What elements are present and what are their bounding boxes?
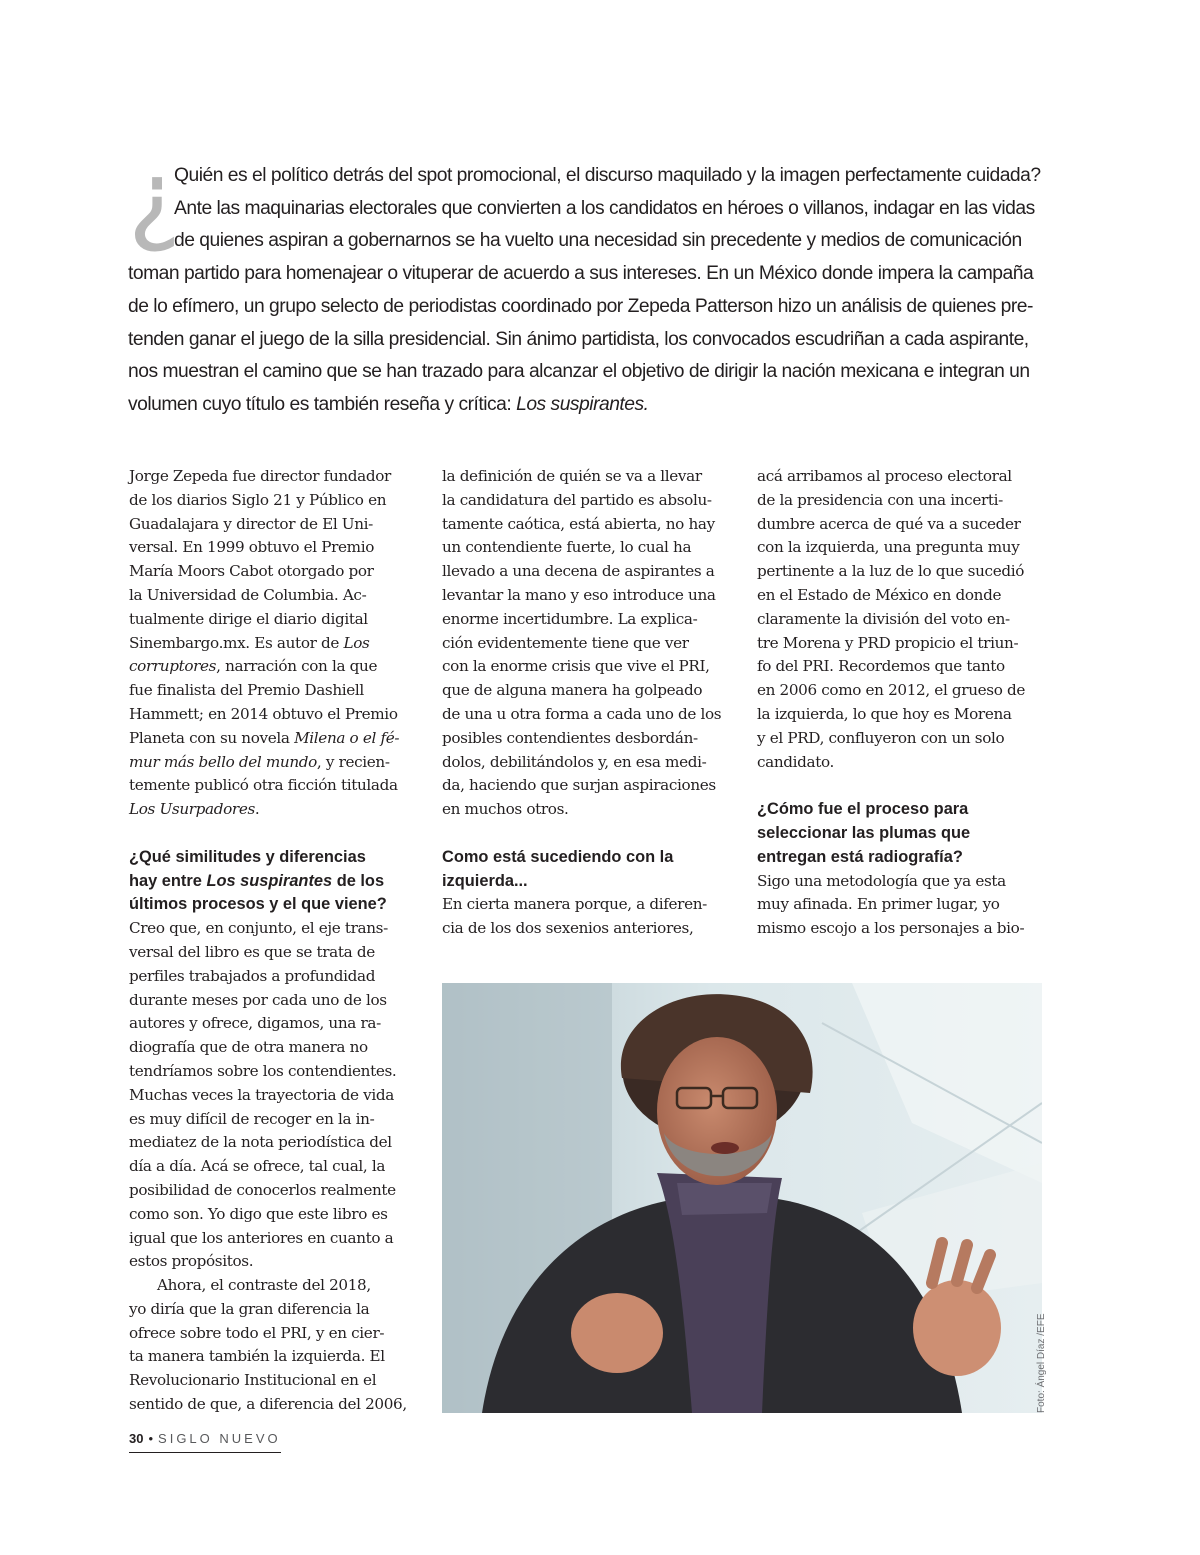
bio-text: Planeta con su novela (129, 728, 295, 747)
answer-line: perfiles trabajados a profundidad (129, 966, 376, 985)
magazine-name: SIGLO NUEVO (158, 1431, 281, 1446)
answer-line: día a día. Acá se ofrece, tal cual, la (129, 1157, 386, 1176)
bio-line: Jorge Zepeda fue director fundador (129, 467, 391, 485)
answer-line: tendríamos sobre los contendientes. (129, 1061, 397, 1080)
answer-line: que de alguna manera ha golpeado (442, 681, 703, 700)
page-footer (129, 1430, 281, 1448)
book-title: corruptores (129, 657, 217, 676)
intro-line-last (128, 389, 1045, 422)
intro-paragraph (128, 139, 1045, 422)
footer-rule (129, 1452, 281, 1453)
answer-line: en el Estado de México en donde (757, 585, 1002, 604)
answer-line: la izquierda, lo que hoy es Morena (757, 704, 1012, 723)
question-text: de los (332, 871, 385, 890)
column-1 (129, 465, 415, 1417)
bio-line: temente publicó otra ficción titulada (129, 776, 398, 795)
intro-line: nos muestran el camino que se han trazado para alcanzar el objetivo de dirigir la nación mexicana e integran un (128, 361, 1030, 383)
bio-text: , y recien- (316, 752, 390, 771)
bio-line: la Universidad de Columbia. Ac- (129, 585, 367, 604)
answer-line: enorme incertidumbre. La explica- (442, 609, 698, 628)
bio-line (129, 727, 415, 751)
answer-line: yo diría que la gran diferencia la (129, 1299, 370, 1318)
answer-line: de la presidencia con una incerti- (757, 490, 1003, 509)
answer-line: dolos, debilitándolos y, en esa medi- (442, 752, 707, 771)
bio-line: versal. En 1999 obtuvo el Premio (129, 538, 375, 557)
spacer (129, 822, 415, 846)
bio-line: Hammett; en 2014 obtuvo el Premio (129, 704, 398, 723)
question-heading: ¿Cómo fue el proceso para (757, 800, 969, 819)
book-title: mur más bello del mundo (129, 752, 317, 771)
bio-line (129, 751, 415, 775)
answer-line: cia de los dos sexenios anteriores, (442, 919, 694, 938)
spacer (442, 822, 728, 846)
column-3 (757, 465, 1043, 941)
book-title: Los Usurpadores (129, 800, 255, 819)
answer-line: y el PRD, confluyeron con un solo (757, 728, 1005, 747)
answer-line: autores y ofrece, digamos, una ra- (129, 1014, 381, 1033)
intro-line: Quién es el político detrás del spot promocional, el discurso maquilado y la imagen perfectamente cuidada? (174, 165, 1041, 186)
question-heading: ¿Qué similitudes y diferencias (129, 847, 366, 866)
portrait-illustration (442, 983, 1042, 1413)
bio-text: Sinembargo.mx. Es autor de (129, 633, 344, 652)
answer-line: da, haciendo que surjan aspiraciones (442, 776, 716, 795)
answer-line: como son. Yo digo que este libro es (129, 1204, 388, 1223)
book-title: Los (343, 633, 370, 652)
answer-line: En cierta manera porque, a diferen- (442, 895, 707, 914)
answer-line: la definición de quién se va a llevar (442, 467, 702, 485)
answer-line: mismo escojo a los personajes a bio- (757, 919, 1025, 938)
intro-text: volumen cuyo título es también reseña y crítica: (128, 393, 517, 415)
answer-line: la candidatura del partido es absolu- (442, 490, 712, 509)
answer-line: Ahora, el contraste del 2018, (157, 1276, 371, 1295)
answer-line: tamente caótica, está abierta, no hay (442, 514, 715, 533)
answer-line: Muchas veces la trayectoria de vida (129, 1085, 394, 1104)
bio-text: , narración con la que (216, 657, 378, 676)
answer-line: con la enorme crisis que vive el PRI, (442, 657, 710, 676)
spacer (757, 774, 1043, 798)
answer-line: mediatez de la nota periodística del (129, 1133, 392, 1152)
answer-line: ción evidentemente tiene que ver (442, 633, 689, 652)
answer-line: durante meses por cada uno de los (129, 990, 387, 1009)
answer-line: pertinente a la luz de lo que sucedió (757, 562, 1025, 581)
column-2 (442, 465, 728, 941)
intro-line: Ante las maquinarias electorales que convierten a los candidatos en héroes o villanos, indagar en las vidas (174, 197, 1035, 219)
answer-line: dumbre acerca de qué va a suceder (757, 514, 1021, 533)
answer-line: Creo que, en conjunto, el eje trans- (129, 919, 388, 938)
bio-line: Guadalajara y director de El Uni- (129, 514, 373, 533)
answer-line: de una u otra forma a cada uno de los (442, 704, 722, 723)
question-heading (129, 870, 415, 894)
bio-line: fue finalista del Premio Dashiell (129, 681, 364, 700)
bio-line: tualmente dirige el diario digital (129, 609, 368, 628)
intro-line: tenden ganar el juego de la silla presidencial. Sin ánimo partidista, los convocados escudriñan a cada aspirante, (128, 328, 1029, 350)
question-heading: izquierda... (442, 871, 528, 890)
inverted-question-mark: ¿ (128, 139, 182, 256)
bio-line: de los diarios Siglo 21 y Público en (129, 490, 387, 509)
question-heading: últimos procesos y el que viene? (129, 895, 387, 914)
answer-line: ta manera también la izquierda. El (129, 1347, 385, 1366)
answer-line: muy afinada. En primer lugar, yo (757, 895, 1000, 914)
question-heading: entregan está radiografía? (757, 847, 963, 866)
answer-line: igual que los anteriores en cuanto a (129, 1228, 394, 1247)
answer-line: Sigo una metodología que ya esta (757, 871, 1006, 890)
answer-line: sentido de que, a diferencia del 2006, (129, 1395, 407, 1414)
bio-line (129, 655, 415, 679)
answer-line: Revolucionario Institucional en el (129, 1371, 377, 1390)
bio-line (129, 632, 415, 656)
answer-line: ofrece sobre todo el PRI, y en cier- (129, 1323, 385, 1342)
answer-line: claramente la división del voto en- (757, 609, 1010, 628)
answer-line: fo del PRI. Recordemos que tanto (757, 657, 1005, 676)
intro-line: de lo efímero, un grupo selecto de periodistas coordinado por Zepeda Patterson hizo un análisis de quienes pre- (128, 295, 1033, 317)
book-title: Los suspirantes (206, 871, 333, 890)
bio-line: María Moors Cabot otorgado por (129, 562, 374, 581)
question-heading: Como está sucediendo con la (442, 847, 674, 866)
page-number: 30 (129, 1431, 144, 1446)
book-title: Los suspirantes. (516, 393, 649, 415)
answer-line: acá arribamos al proceso electoral (757, 467, 1012, 485)
intro-line: de quienes aspiran a gobernarnos se ha vuelto una necesidad sin precedente y medios de comunicación (174, 230, 1022, 252)
answer-line: posibilidad de conocerlos realmente (129, 1180, 396, 1199)
intro-line: toman partido para homenajear o vituperar de acuerdo a sus intereses. En un México donde impera la campaña (128, 263, 1034, 285)
answer-line: en muchos otros. (442, 800, 569, 819)
question-text: hay entre (129, 871, 207, 890)
answer-line: es muy difícil de recoger en la in- (129, 1109, 375, 1128)
bio-text: . (254, 800, 260, 819)
answer-line: versal del libro es que se trata de (129, 942, 375, 961)
answer-line: en 2006 como en 2012, el grueso de (757, 681, 1026, 700)
answer-line: con la izquierda, una pregunta muy (757, 538, 1020, 557)
answer-line: posibles contendientes desbordán- (442, 728, 698, 747)
answer-line: llevado a una decena de aspirantes a (442, 562, 715, 581)
footer-separator: • (148, 1431, 154, 1446)
book-title: Milena o el fé- (294, 728, 400, 747)
answer-line: tre Morena y PRD propicio el triun- (757, 633, 1019, 652)
answer-line: estos propósitos. (129, 1252, 254, 1271)
question-heading: seleccionar las plumas que (757, 823, 971, 842)
answer-line: levantar la mano y eso introduce una (442, 585, 716, 604)
answer-line: diografía que de otra manera no (129, 1038, 368, 1057)
answer-line: un contendiente fuerte, lo cual ha (442, 538, 692, 557)
author-photo (442, 983, 1042, 1413)
photo-credit: Foto: Ángel Díaz /EFE (1036, 1313, 1047, 1413)
bio-line (129, 798, 415, 822)
answer-line: candidato. (757, 752, 835, 771)
